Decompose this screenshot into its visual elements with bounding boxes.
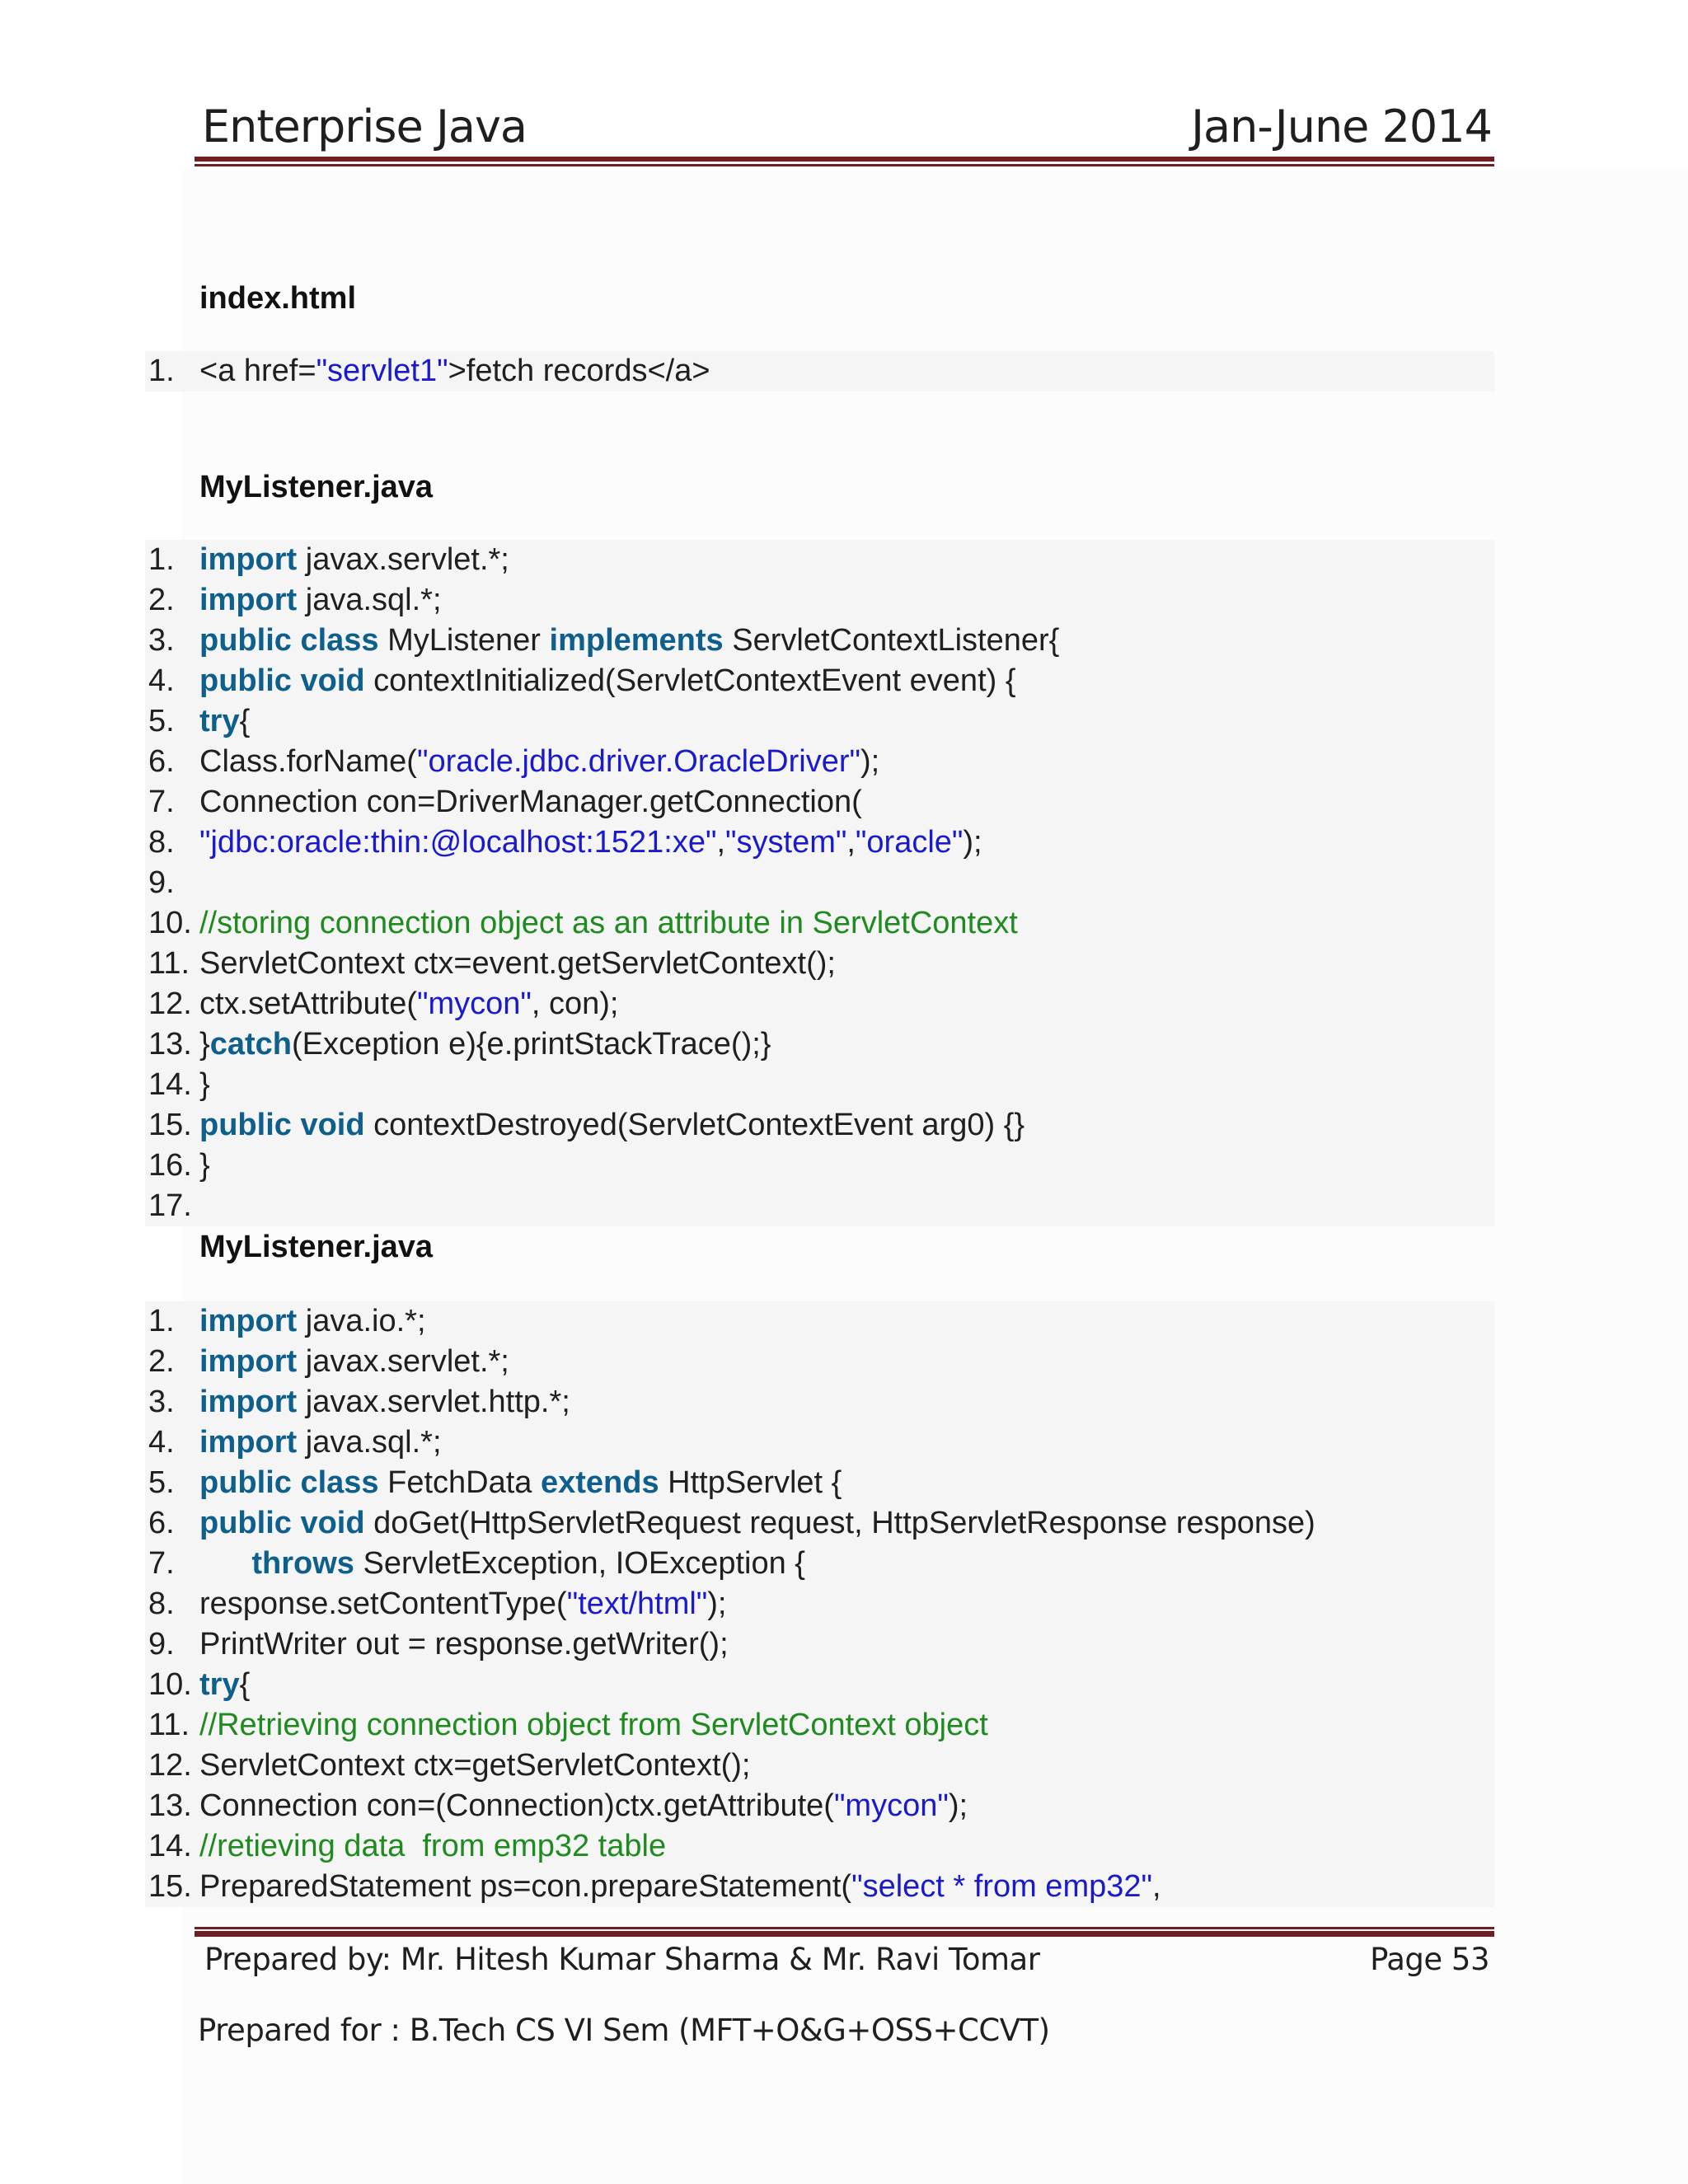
line-number: 4. [148, 1425, 175, 1460]
code-line [145, 1746, 1494, 1786]
header-title: Enterprise Java [202, 101, 528, 152]
line-number: 2. [148, 583, 175, 617]
code-line [145, 1867, 1494, 1907]
code-line [145, 903, 1494, 944]
code-text: import java.sql.*; [199, 1425, 442, 1460]
code-text: }catch(Exception e){e.printStackTrace();} [199, 1027, 771, 1062]
footer-rule [195, 1931, 1494, 1937]
code-text: import java.sql.*; [199, 583, 442, 617]
code-line [145, 701, 1494, 742]
line-number: 5. [148, 704, 175, 738]
code-text: //Retrieving connection object from ServletContext object [199, 1708, 988, 1742]
line-number: 13. [148, 1788, 192, 1823]
code-line [145, 1503, 1494, 1544]
line-number: 14. [148, 1829, 192, 1863]
header-rule [195, 157, 1494, 162]
line-number: 13. [148, 1027, 192, 1062]
code-text: } [199, 1067, 210, 1102]
line-number: 15. [148, 1108, 192, 1142]
code-text: try{ [199, 1667, 251, 1702]
code-line [145, 1146, 1494, 1186]
line-number: 1. [148, 542, 175, 577]
code-line [145, 580, 1494, 621]
line-number: 6. [148, 1506, 175, 1540]
code-text: import java.io.*; [199, 1304, 426, 1338]
code-block-index-html [145, 351, 1494, 391]
line-number: 17. [148, 1188, 192, 1223]
code-line [145, 823, 1494, 863]
line-number: 7. [148, 785, 175, 819]
line-number: 8. [148, 1586, 175, 1621]
code-line [145, 1584, 1494, 1624]
line-number: 1. [148, 1304, 175, 1338]
line-number: 11. [148, 946, 190, 981]
code-line [145, 621, 1494, 661]
section-title-mylistener: MyListener.java [199, 470, 434, 504]
code-line [145, 351, 1494, 391]
line-number: 3. [148, 1385, 175, 1419]
section-title-index-html: index.html [199, 281, 357, 316]
line-number: 9. [148, 1627, 175, 1661]
header-session: Jan-June 2014 [1191, 101, 1492, 152]
line-number: 12. [148, 987, 192, 1021]
code-text: PreparedStatement ps=con.prepareStatement("select * from emp32", [199, 1869, 1161, 1904]
line-number: 1. [148, 354, 175, 388]
line-number: 10. [148, 906, 192, 940]
line-number: 8. [148, 825, 175, 860]
code-text: response.setContentType("text/html"); [199, 1586, 727, 1621]
code-text: <a href="servlet1">fetch records</a> [199, 354, 710, 388]
line-number: 6. [148, 744, 175, 779]
code-line [145, 1786, 1494, 1826]
code-line [145, 1382, 1494, 1422]
code-text: PrintWriter out = response.getWriter(); [199, 1627, 729, 1661]
line-number: 3. [148, 623, 175, 658]
footer-rule-thin [195, 1927, 1494, 1929]
code-text: public void doGet(HttpServletRequest request, HttpServletResponse response) [199, 1506, 1315, 1540]
code-line [145, 1024, 1494, 1065]
code-text: public class FetchData extends HttpServlet { [199, 1465, 842, 1500]
code-text: try{ [199, 704, 251, 738]
code-block-mylistener [145, 540, 1494, 1226]
code-line [145, 1544, 1494, 1584]
code-text: ServletContext ctx=event.getServletContext(); [199, 946, 836, 981]
code-line [145, 540, 1494, 580]
code-line [145, 1665, 1494, 1705]
code-line [145, 1342, 1494, 1382]
code-line [145, 1826, 1494, 1867]
code-line [145, 1105, 1494, 1146]
line-number: 4. [148, 663, 175, 698]
code-text: "jdbc:oracle:thin:@localhost:1521:xe","system","oracle"); [199, 825, 982, 860]
code-line [145, 863, 1494, 903]
section-title-fetchdata: MyListener.java [199, 1230, 434, 1264]
line-number: 14. [148, 1067, 192, 1102]
code-line [145, 984, 1494, 1024]
code-line [145, 944, 1494, 984]
line-number: 9. [148, 865, 175, 900]
code-text: import javax.servlet.*; [199, 542, 509, 577]
line-number: 7. [148, 1546, 175, 1581]
code-text: import javax.servlet.*; [199, 1344, 509, 1379]
line-number: 16. [148, 1148, 192, 1183]
header-rule-thin [195, 164, 1494, 166]
page-header [202, 97, 1492, 157]
code-line [145, 742, 1494, 782]
footer-prepared-by: Prepared by: Mr. Hitesh Kumar Sharma & Mr. Ravi Tomar [204, 1942, 1040, 1977]
code-text: public void contextInitialized(ServletContextEvent event) { [199, 663, 1016, 698]
code-text: throws ServletException, IOException { [251, 1546, 805, 1581]
code-line [145, 1463, 1494, 1503]
code-text: } [199, 1148, 210, 1183]
code-text: //storing connection object as an attribute in ServletContext [199, 906, 1018, 940]
code-block-fetchdata [145, 1301, 1494, 1907]
code-text: ctx.setAttribute("mycon", con); [199, 987, 619, 1021]
code-line [145, 1705, 1494, 1746]
code-line [145, 661, 1494, 701]
line-number: 2. [148, 1344, 175, 1379]
code-line [145, 1186, 1494, 1226]
code-text: Connection con=(Connection)ctx.getAttribute("mycon"); [199, 1788, 968, 1823]
line-number: 15. [148, 1869, 192, 1904]
code-text: Class.forName("oracle.jdbc.driver.OracleDriver"); [199, 744, 880, 779]
code-line [145, 1065, 1494, 1105]
code-line [145, 782, 1494, 823]
code-line [145, 1422, 1494, 1463]
code-text: public class MyListener implements ServletContextListener{ [199, 623, 1060, 658]
code-text: Connection con=DriverManager.getConnection( [199, 785, 862, 819]
line-number: 5. [148, 1465, 175, 1500]
code-text: ServletContext ctx=getServletContext(); [199, 1748, 751, 1783]
line-number: 12. [148, 1748, 192, 1783]
line-number: 11. [148, 1708, 190, 1742]
line-number: 10. [148, 1667, 192, 1702]
code-text: //retieving data from emp32 table [199, 1829, 667, 1863]
page-number: Page 53 [1370, 1942, 1489, 1977]
footer-prepared-for: Prepared for : B.Tech CS VI Sem (MFT+O&G+OSS+CCVT) [198, 2013, 1050, 2048]
code-line [145, 1624, 1494, 1665]
code-line [145, 1301, 1494, 1342]
code-text: public void contextDestroyed(ServletContextEvent arg0) {} [199, 1108, 1025, 1142]
code-text: import javax.servlet.http.*; [199, 1385, 570, 1419]
